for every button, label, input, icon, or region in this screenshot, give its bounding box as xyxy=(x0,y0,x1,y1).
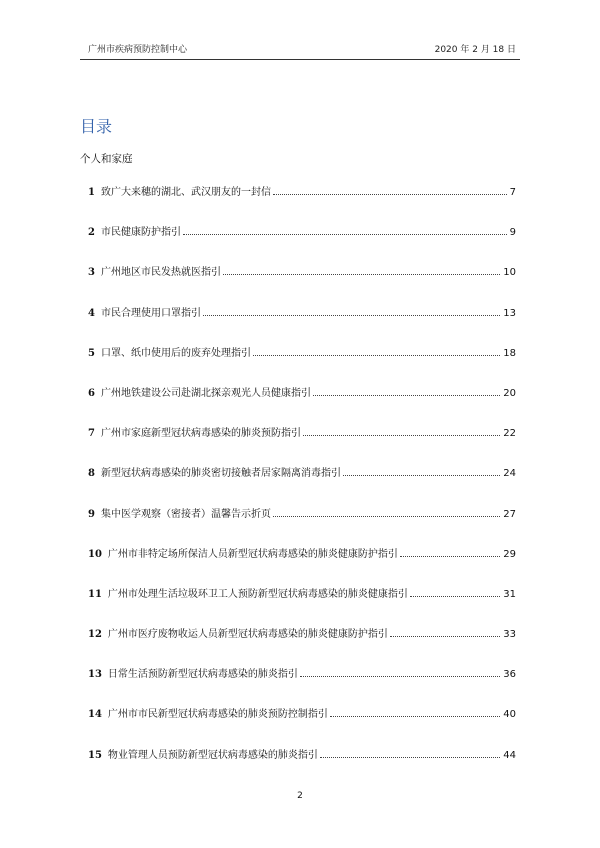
toc-entry[interactable] xyxy=(88,628,516,642)
header-date: 2020 年 2 月 18 日 xyxy=(434,45,516,55)
toc-entry-number: 12 xyxy=(88,629,102,641)
toc-entry[interactable] xyxy=(88,186,516,200)
toc-entry-number: 14 xyxy=(88,709,102,721)
toc-entry-title: 广州市医疗废物收运人员新型冠状病毒感染的肺炎健康防护指引 xyxy=(107,629,388,641)
toc-dot-leader xyxy=(320,756,500,758)
toc-entry-page: 10 xyxy=(503,267,516,279)
toc-section-heading: 个人和家庭 xyxy=(80,153,133,165)
toc-dot-leader xyxy=(253,354,500,356)
toc-entry-number: 5 xyxy=(88,347,95,359)
toc-entry[interactable] xyxy=(88,387,516,401)
toc-entry-number: 8 xyxy=(88,468,95,480)
toc-entry-title: 物业管理人员预防新型冠状病毒感染的肺炎指引 xyxy=(107,749,318,761)
toc-entry-title: 广州市家庭新型冠状病毒感染的肺炎预防指引 xyxy=(100,428,301,440)
toc-dot-leader xyxy=(183,233,507,235)
toc-entry[interactable] xyxy=(88,668,516,682)
toc-entry-page: 13 xyxy=(503,307,516,319)
toc-entry[interactable] xyxy=(88,467,516,481)
toc-entry[interactable] xyxy=(88,266,516,280)
toc-entry[interactable] xyxy=(88,548,516,562)
toc-entry-title: 日常生活预防新型冠状病毒感染的肺炎指引 xyxy=(107,669,298,681)
toc-entry[interactable] xyxy=(88,708,516,722)
toc-entry-title: 广州地区市民发热就医指引 xyxy=(100,267,221,279)
toc-entry-number: 13 xyxy=(88,669,102,681)
toc-entry-title: 广州市非特定场所保洁人员新型冠状病毒感染的肺炎健康防护指引 xyxy=(107,548,398,560)
toc-entry-title: 广州市处理生活垃圾环卫工人预防新型冠状病毒感染的肺炎健康指引 xyxy=(107,588,408,600)
toc-dot-leader xyxy=(300,675,500,677)
toc-dot-leader xyxy=(273,515,500,517)
toc-entry-page: 31 xyxy=(503,588,516,600)
header-divider xyxy=(80,59,520,60)
toc-entry-number: 7 xyxy=(88,428,95,440)
toc-dot-leader xyxy=(410,595,500,597)
toc-entry-title: 致广大来穗的湖北、武汉朋友的一封信 xyxy=(100,187,271,198)
toc-entry-title: 广州市市民新型冠状病毒感染的肺炎预防控制指引 xyxy=(107,709,328,721)
toc-entry-page: 18 xyxy=(503,347,516,359)
toc-entry[interactable] xyxy=(88,307,516,321)
toc-entry-title: 新型冠状病毒感染的肺炎密切接触者居家隔离消毒指引 xyxy=(100,468,341,480)
toc-entry-title: 广州地铁建设公司赴湖北探亲观光人员健康指引 xyxy=(100,387,311,399)
toc-entry-page: 44 xyxy=(503,749,516,761)
toc-entry-page: 36 xyxy=(503,669,516,681)
toc-entry-number: 4 xyxy=(88,307,95,319)
page-header xyxy=(80,42,520,56)
toc-entry[interactable] xyxy=(88,347,516,361)
toc-entry[interactable] xyxy=(88,427,516,441)
toc-entry-page: 29 xyxy=(503,548,516,560)
toc-entry-page: 22 xyxy=(503,428,516,440)
toc-entry[interactable] xyxy=(88,226,516,240)
toc-entry-number: 3 xyxy=(88,267,95,279)
toc-dot-leader xyxy=(303,434,500,436)
toc-dot-leader xyxy=(390,635,500,637)
toc-dot-leader xyxy=(343,474,500,476)
toc-entry-page: 20 xyxy=(503,387,516,399)
toc-entry-title: 市民合理使用口罩指引 xyxy=(100,307,201,319)
toc-entry[interactable] xyxy=(88,508,516,522)
toc-entry-page: 9 xyxy=(509,227,516,239)
toc-entry[interactable] xyxy=(88,749,516,763)
toc-entry-number: 15 xyxy=(88,749,102,761)
toc-entry-page: 24 xyxy=(503,468,516,480)
toc-entry-number: 9 xyxy=(88,508,95,520)
toc-entry-title: 集中医学观察（密接者）温馨告示折页 xyxy=(100,508,271,520)
toc-entry-page: 7 xyxy=(509,187,516,198)
toc-dot-leader xyxy=(400,555,500,557)
toc-entry-page: 27 xyxy=(503,508,516,520)
header-organization: 广州市疾病预防控制中心 xyxy=(88,45,188,55)
toc-dot-leader xyxy=(273,193,507,195)
toc-entry-number: 2 xyxy=(88,227,95,239)
toc-entry-number: 10 xyxy=(88,548,102,560)
toc-entry-number: 1 xyxy=(88,187,95,198)
toc-entry-page: 40 xyxy=(503,709,516,721)
toc-entry-title: 口罩、纸巾使用后的废弃处理指引 xyxy=(100,347,251,359)
toc-dot-leader xyxy=(223,273,500,275)
page-number: 2 xyxy=(297,791,303,801)
toc-entry-number: 6 xyxy=(88,387,95,399)
toc-dot-leader xyxy=(203,314,500,316)
toc-dot-leader xyxy=(330,715,500,717)
toc-entry[interactable] xyxy=(88,588,516,602)
toc-entry-list xyxy=(88,186,516,789)
toc-dot-leader xyxy=(313,394,500,396)
toc-entry-page: 33 xyxy=(503,629,516,641)
toc-entry-number: 11 xyxy=(88,588,102,600)
toc-title: 目录 xyxy=(80,117,113,136)
toc-entry-title: 市民健康防护指引 xyxy=(100,227,181,239)
